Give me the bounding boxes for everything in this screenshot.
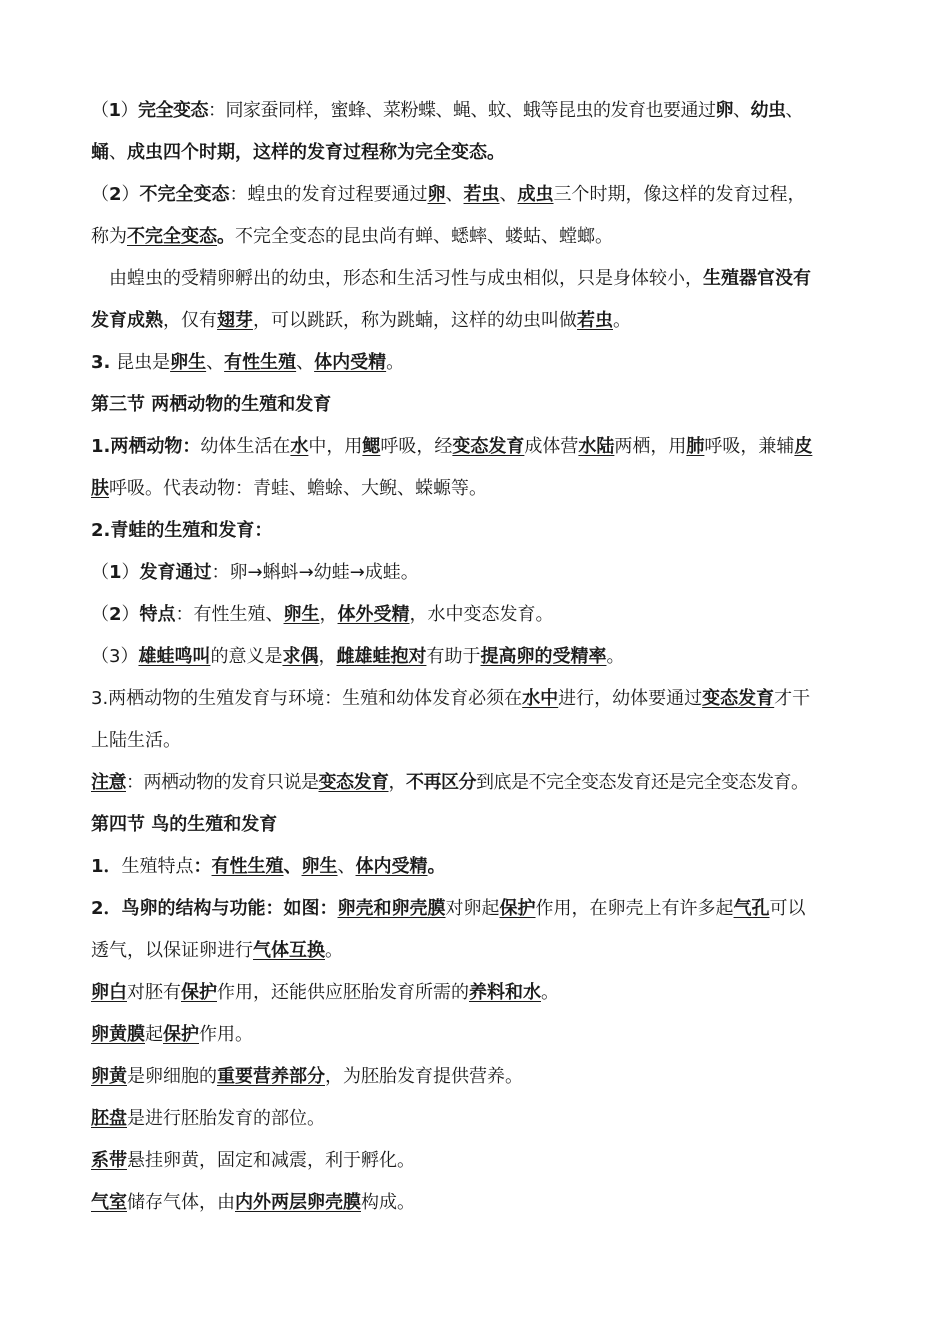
text-segment: 、 bbox=[499, 184, 518, 205]
text-segment: 称为 bbox=[91, 226, 127, 247]
text-segment: 。 bbox=[613, 310, 631, 331]
text-line bbox=[91, 1140, 881, 1182]
text-segment: （ bbox=[91, 100, 109, 121]
text-segment: 生殖器官没有 bbox=[703, 268, 811, 289]
text-segment: 不完全变态的昆虫尚有蝉、蟋蟀、蝼蛄、螳螂。 bbox=[235, 226, 613, 247]
text-segment: 幼虫 bbox=[750, 100, 786, 121]
text-segment: ： bbox=[193, 856, 212, 877]
text-segment: ，可以跳跃，称为跳蝻，这样的幼虫叫做 bbox=[253, 310, 577, 331]
text-line bbox=[91, 1182, 881, 1224]
text-segment: 雄蛙鸣叫 bbox=[138, 646, 211, 667]
text-segment: ） bbox=[121, 562, 140, 583]
text-segment: 3. bbox=[91, 352, 111, 373]
text-segment: 1 bbox=[109, 562, 122, 583]
text-segment: 肺 bbox=[686, 436, 705, 457]
text-segment: 内外两层卵壳膜 bbox=[235, 1192, 361, 1213]
text-segment: ，水中变态发育。 bbox=[409, 604, 554, 625]
text-segment: 蛹 bbox=[91, 142, 109, 163]
text-segment: 。 bbox=[325, 940, 343, 961]
text-line bbox=[91, 678, 881, 720]
text-segment: 卵生 bbox=[170, 352, 207, 373]
text-segment: 中，用 bbox=[308, 436, 363, 457]
text-segment: 胚盘 bbox=[91, 1108, 127, 1129]
text-segment: 卵白 bbox=[91, 982, 127, 1003]
section-heading bbox=[91, 384, 881, 426]
text-segment: 1． bbox=[91, 856, 122, 877]
text-line bbox=[91, 258, 881, 300]
text-segment: ， bbox=[319, 604, 338, 625]
text-line bbox=[91, 552, 881, 594]
text-line bbox=[91, 846, 881, 888]
text-segment: 、 bbox=[445, 184, 464, 205]
text-segment: 幼体生活在 bbox=[200, 436, 291, 457]
text-segment: 不再区分 bbox=[406, 772, 476, 793]
text-segment: 有性生殖 bbox=[211, 856, 284, 877]
text-segment: ， bbox=[388, 772, 406, 793]
text-segment: 求偶 bbox=[282, 646, 319, 667]
text-segment: 、 bbox=[337, 856, 356, 877]
text-line bbox=[91, 468, 881, 510]
text-line bbox=[91, 342, 881, 384]
text-segment: 发育通过 bbox=[139, 562, 212, 583]
section-heading bbox=[91, 804, 881, 846]
text-segment: ） bbox=[121, 184, 140, 205]
text-segment: 成虫 bbox=[517, 184, 554, 205]
text-segment: 水陆 bbox=[578, 436, 615, 457]
text-segment: 、 bbox=[733, 100, 751, 121]
text-segment: ：同家蚕同样，蜜蜂、菜粉蝶、蝇、蚊、蛾等昆虫的发育也要通过 bbox=[208, 100, 716, 121]
text-segment: 保护 bbox=[181, 982, 217, 1003]
text-segment: 不完全变态 bbox=[127, 226, 217, 247]
text-line bbox=[91, 636, 881, 678]
text-segment: ：两栖动物的发育只说是 bbox=[126, 772, 319, 793]
text-segment: 提高卵的受精率 bbox=[480, 646, 607, 667]
text-segment: 气体互换 bbox=[253, 940, 325, 961]
text-line bbox=[91, 1056, 881, 1098]
text-segment: 雌雄蛙抱对 bbox=[336, 646, 427, 667]
text-segment: 2 bbox=[109, 184, 122, 205]
text-segment: 呼吸，经 bbox=[380, 436, 453, 457]
text-segment: 、 bbox=[206, 352, 225, 373]
text-line bbox=[91, 216, 881, 258]
text-segment: 。 bbox=[386, 352, 405, 373]
text-segment: 3.两栖动物的生殖发育与环境：生殖和幼体发育必须在 bbox=[91, 688, 523, 709]
text-segment: ） bbox=[120, 100, 139, 121]
text-segment: 四个时期，这样的发育过程称为完全变态。 bbox=[163, 142, 505, 163]
text-segment: 养料和水 bbox=[469, 982, 541, 1003]
text-segment: 对卵起 bbox=[445, 898, 500, 919]
text-segment: 体外受精 bbox=[337, 604, 410, 625]
text-segment: 水 bbox=[290, 436, 309, 457]
text-segment: 两栖，用 bbox=[614, 436, 687, 457]
text-segment: 、 bbox=[296, 352, 315, 373]
text-line bbox=[91, 426, 881, 468]
text-segment: 卵生 bbox=[283, 604, 320, 625]
text-segment: ） bbox=[121, 604, 140, 625]
text-segment: ：卵→蝌蚪→幼蛙→成蛙。 bbox=[211, 562, 419, 583]
text-segment: 重要营养部分 bbox=[217, 1066, 325, 1087]
text-segment: 特点 bbox=[139, 604, 176, 625]
text-segment: 系带 bbox=[91, 1150, 127, 1171]
text-line bbox=[91, 132, 881, 174]
text-segment: 完全变态 bbox=[138, 100, 209, 121]
text-segment: 是卵细胞的 bbox=[127, 1066, 217, 1087]
text-segment: 第三节 两栖动物的生殖和发育 bbox=[91, 394, 332, 415]
text-segment: 呼吸。代表动物：青蛙、蟾蜍、大鲵、蝾螈等。 bbox=[109, 478, 487, 499]
text-segment: （3） bbox=[91, 646, 139, 667]
text-segment: 、 bbox=[109, 142, 127, 163]
text-segment: 翅芽 bbox=[217, 310, 253, 331]
text-segment: 储存气体，由 bbox=[127, 1192, 235, 1213]
text-segment: 1.两栖动物： bbox=[91, 436, 201, 457]
text-segment: 悬挂卵黄，固定和减震，利于孵化。 bbox=[127, 1150, 415, 1171]
text-line bbox=[91, 762, 881, 804]
text-segment: 透气，以保证卵进行 bbox=[91, 940, 253, 961]
text-segment: 有助于 bbox=[426, 646, 481, 667]
text-line bbox=[91, 1098, 881, 1140]
text-segment: ，为胚胎发育提供营养。 bbox=[325, 1066, 523, 1087]
text-line bbox=[91, 1014, 881, 1056]
text-segment: 。 bbox=[541, 982, 559, 1003]
text-segment: ：有性生殖、 bbox=[175, 604, 284, 625]
text-segment: 卵壳和卵壳膜 bbox=[337, 898, 446, 919]
text-segment: 昆虫是 bbox=[110, 352, 171, 373]
text-segment: 卵 bbox=[427, 184, 446, 205]
text-segment: 。 bbox=[217, 226, 235, 247]
text-segment: 1 bbox=[108, 100, 121, 121]
text-line bbox=[91, 888, 881, 930]
text-line bbox=[91, 510, 881, 552]
text-segment: 2．鸟卵的结构与功能：如图： bbox=[91, 898, 338, 919]
text-segment: 卵生 bbox=[301, 856, 338, 877]
text-segment: 皮 bbox=[794, 436, 813, 457]
text-segment: 2.青蛙的生殖和发育： bbox=[91, 520, 273, 541]
text-segment: 注意 bbox=[91, 772, 126, 793]
text-segment: 成虫 bbox=[127, 142, 163, 163]
text-segment: 对胚有 bbox=[127, 982, 181, 1003]
text-segment: 卵黄 bbox=[91, 1066, 127, 1087]
text-line bbox=[91, 972, 881, 1014]
text-segment: 、 bbox=[283, 856, 302, 877]
text-segment: 若虫 bbox=[577, 310, 613, 331]
text-segment: 起 bbox=[145, 1024, 163, 1045]
text-segment: 气室 bbox=[91, 1192, 127, 1213]
text-segment: 发育成熟 bbox=[91, 310, 163, 331]
text-segment: 保护 bbox=[163, 1024, 199, 1045]
text-segment: 成体营 bbox=[524, 436, 579, 457]
text-segment: 2 bbox=[109, 604, 122, 625]
text-line bbox=[91, 174, 881, 216]
text-segment: 卵黄膜 bbox=[91, 1024, 145, 1045]
text-segment: 有性生殖 bbox=[224, 352, 297, 373]
text-line bbox=[91, 90, 881, 132]
text-segment: ， bbox=[318, 646, 337, 667]
text-segment: 三个时期，像这样的发育过程， bbox=[553, 184, 806, 205]
text-segment: 作用，在卵壳上有许多起 bbox=[535, 898, 734, 919]
text-segment: 是进行胚胎发育的部位。 bbox=[127, 1108, 325, 1129]
text-segment: 呼吸，兼辅 bbox=[704, 436, 795, 457]
text-segment: 肤 bbox=[91, 478, 109, 499]
text-segment: 鳃 bbox=[362, 436, 381, 457]
text-segment: 才干 bbox=[774, 688, 811, 709]
text-segment: （ bbox=[91, 604, 109, 625]
text-segment: 上陆生活。 bbox=[91, 730, 181, 751]
text-segment: 不完全变态 bbox=[139, 184, 230, 205]
text-line bbox=[91, 594, 881, 636]
text-segment: 第四节 鸟的生殖和发育 bbox=[91, 814, 278, 835]
text-segment: 作用，还能供应胚胎发育所需的 bbox=[217, 982, 469, 1003]
text-segment: 若虫 bbox=[463, 184, 500, 205]
text-segment: 、 bbox=[785, 100, 804, 121]
text-segment: ，仅有 bbox=[163, 310, 217, 331]
text-segment: 变态发育 bbox=[318, 772, 389, 793]
text-segment: 可以 bbox=[769, 898, 806, 919]
text-segment: 作用。 bbox=[199, 1024, 253, 1045]
text-segment: 构成。 bbox=[361, 1192, 415, 1213]
text-segment: （ bbox=[91, 184, 109, 205]
text-segment: 变态发育 bbox=[452, 436, 525, 457]
text-segment: 变态发育 bbox=[702, 688, 775, 709]
text-segment: ：蝗虫的发育过程要通过 bbox=[229, 184, 428, 205]
text-line bbox=[91, 930, 881, 972]
text-segment: 。 bbox=[427, 856, 446, 877]
text-segment: 体内受精 bbox=[355, 856, 428, 877]
text-line bbox=[91, 300, 881, 342]
text-segment: 。 bbox=[606, 646, 625, 667]
text-segment: 水中 bbox=[522, 688, 559, 709]
text-line bbox=[91, 720, 881, 762]
text-segment: 气孔 bbox=[733, 898, 770, 919]
text-segment: 进行，幼体要通过 bbox=[558, 688, 703, 709]
text-segment: （ bbox=[91, 562, 109, 583]
text-segment: 保护 bbox=[499, 898, 536, 919]
text-segment: 由蝗虫的受精卵孵出的幼虫，形态和生活习性与成虫相似，只是身体较小， bbox=[91, 268, 703, 289]
text-segment: 到底是不完全变态发育还是完全变态发育。 bbox=[476, 772, 809, 793]
text-segment: 生殖特点 bbox=[121, 856, 194, 877]
text-segment: 体内受精 bbox=[314, 352, 387, 373]
text-segment: 卵 bbox=[715, 100, 734, 121]
text-segment: 的意义是 bbox=[210, 646, 283, 667]
